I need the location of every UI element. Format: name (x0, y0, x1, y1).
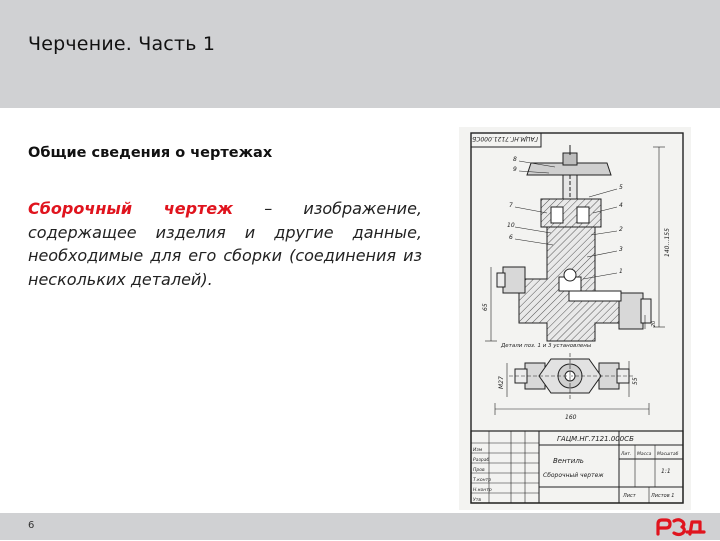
stamp-code: ГАЦМ.НГ.7121.000СБ (557, 435, 634, 443)
header-bar (0, 0, 720, 108)
definition-text: – изображение, содержащее изделия и другие данные, необходимые для его сборки (соединения из нескольких деталей). (28, 199, 422, 289)
position-label: 7 (509, 202, 513, 209)
assembly-drawing-image (459, 127, 691, 510)
stamp-part-name: Вентиль (553, 457, 584, 465)
dimension-small: 20 (651, 320, 657, 327)
page-number: 6 (28, 520, 35, 531)
position-label: 8 (513, 156, 517, 163)
assembly-drawing (459, 127, 691, 510)
position-label: 6 (509, 234, 513, 241)
slide-title: Черчение. Часть 1 (28, 33, 216, 55)
stamp-row: Утв (473, 498, 482, 503)
position-label: 1 (619, 268, 623, 275)
stamp-sheets: Листов 1 (651, 493, 675, 499)
position-label: 10 (507, 222, 515, 229)
drawing-note: Детали поз. 1 и 3 установлены (501, 343, 592, 349)
position-label: 5 (619, 184, 623, 191)
definition-term: Сборочный чертеж (28, 199, 234, 218)
dimension-thread: М27 (498, 376, 505, 389)
rzd-logo (654, 515, 708, 541)
dimension-plan: 55 (632, 377, 639, 385)
stamp-doc-name: Сборочный чертеж (543, 472, 604, 479)
stamp-row: Н.контр (473, 488, 492, 493)
stamp-row: Пров (473, 468, 485, 473)
footer-bar (0, 513, 720, 540)
stamp-sheet: Лист (623, 493, 636, 499)
dimension-left: 65 (482, 303, 489, 311)
stamp-row: Разраб (473, 458, 490, 463)
position-label: 3 (619, 246, 623, 253)
section-heading: Общие сведения о чертежах (28, 145, 273, 161)
dimension-right: 140…155 (664, 228, 671, 257)
stamp-letters: Масса (637, 452, 652, 457)
position-label: 4 (619, 202, 623, 209)
stamp-scale: 1:1 (661, 468, 671, 475)
stamp-letters: Масштаб (657, 452, 679, 457)
definition-paragraph (28, 197, 422, 291)
dimension-bottom: 160 (565, 414, 577, 421)
stamp-row: Изм (473, 448, 483, 453)
stamp-row: Т.контр (473, 478, 492, 483)
rzd-logo-icon (654, 515, 708, 537)
position-label: 9 (513, 166, 517, 173)
stamp-letters: Лит. (621, 452, 632, 457)
drawing-code-top: ГАЦМ.НГ.7121.000СБ (472, 135, 538, 142)
position-label: 2 (619, 226, 623, 233)
